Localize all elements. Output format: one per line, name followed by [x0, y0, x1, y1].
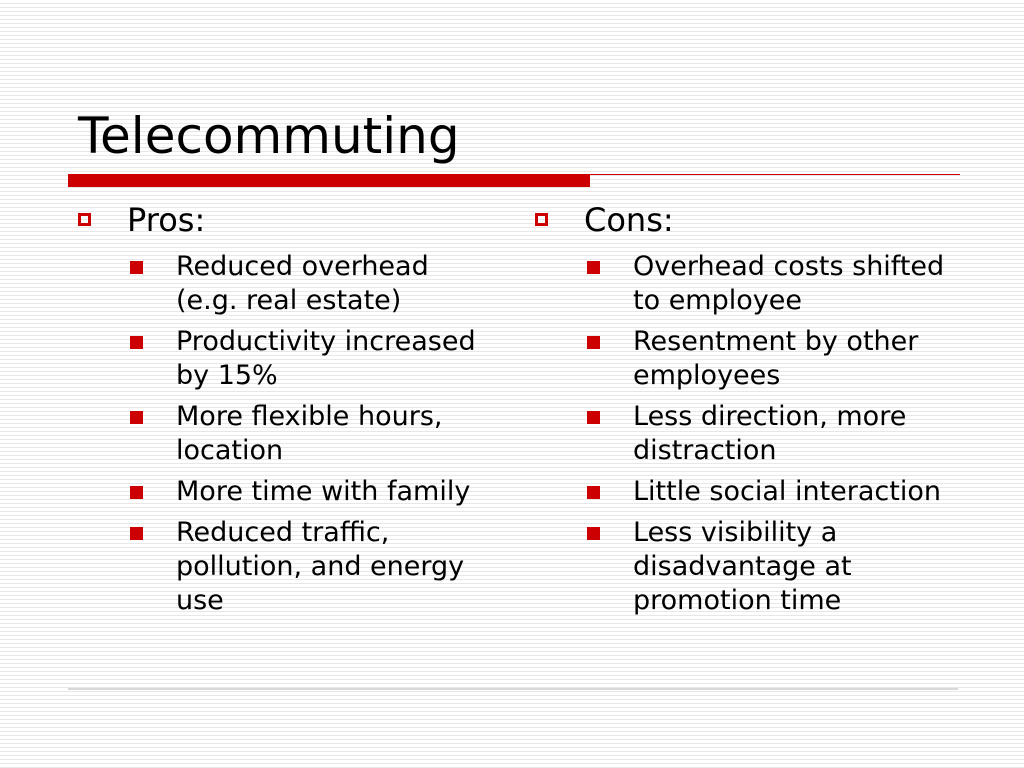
cons-heading: Cons:: [584, 201, 674, 239]
pros-column: [78, 200, 496, 625]
pros-list: [78, 250, 496, 618]
filled-square-bullet-icon: [130, 411, 143, 424]
footer-divider: [68, 688, 958, 690]
filled-square-bullet-icon: [587, 261, 600, 274]
slide-title: Telecommuting: [78, 107, 460, 165]
list-item-text: Less visibility a disadvantage at promotion time: [633, 517, 852, 616]
list-item-text: Reduced traffic, pollution, and energy use: [176, 517, 465, 616]
filled-square-bullet-icon: [130, 527, 143, 540]
filled-square-bullet-icon: [587, 336, 600, 349]
list-item: [78, 250, 496, 318]
list-item: [535, 250, 953, 318]
list-item-text: Reduced overhead (e.g. real estate): [176, 251, 429, 316]
list-item: [78, 400, 496, 468]
list-item: [78, 475, 496, 509]
list-item: [535, 400, 953, 468]
title-underline-thick: [68, 174, 590, 187]
list-item-text: More time with family: [176, 476, 471, 507]
cons-column: [535, 200, 953, 625]
hollow-square-bullet-icon: [78, 213, 91, 226]
hollow-square-bullet-icon: [535, 213, 548, 226]
list-item: [78, 516, 496, 618]
filled-square-bullet-icon: [587, 527, 600, 540]
cons-list: [535, 250, 953, 618]
list-item-text: Productivity increased by 15%: [176, 326, 476, 391]
title-underline-thin: [590, 174, 960, 175]
pros-heading: Pros:: [127, 201, 206, 239]
filled-square-bullet-icon: [587, 411, 600, 424]
list-item: [535, 475, 953, 509]
list-item: [78, 325, 496, 393]
filled-square-bullet-icon: [130, 486, 143, 499]
cons-heading-row: [535, 200, 953, 244]
list-item-text: Less direction, more distraction: [633, 401, 907, 466]
list-item-text: Little social interaction: [633, 476, 941, 507]
list-item: [535, 516, 953, 618]
filled-square-bullet-icon: [130, 336, 143, 349]
list-item-text: More flexible hours, location: [176, 401, 443, 466]
filled-square-bullet-icon: [587, 486, 600, 499]
pros-heading-row: [78, 200, 496, 244]
list-item-text: Overhead costs shifted to employee: [633, 251, 945, 316]
list-item-text: Resentment by other employees: [633, 326, 919, 391]
filled-square-bullet-icon: [130, 261, 143, 274]
list-item: [535, 325, 953, 393]
